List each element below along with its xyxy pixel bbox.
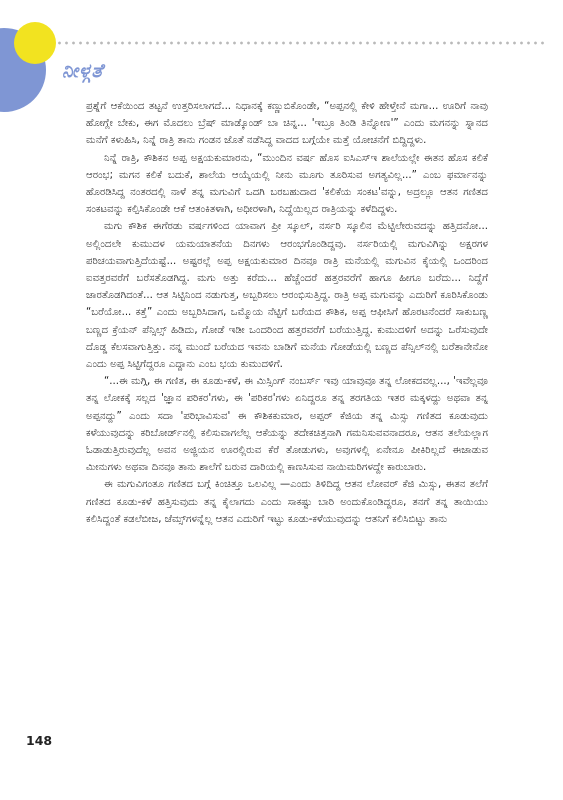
page-number: 148 — [26, 733, 53, 748]
paragraph: ಪ್ರಶ್ನೆಗೆ ಆಕೆಯಿಂದ ತಟ್ಟನೆ ಉತ್ತರಿಸಲಾಗದೆ... ನಿಧಾನಕ್ಕೆ ಕಣ್ಣುಬಿಕೊಂಡೇ, “ಅಪ್ಪನಲ್ಲಿ ಕೇಳಿ ಹೇಳ್ತೇನೆ ಮಗಾ... ಊರಿಗೆ ನಾವು ಹೋಗ್ಲೇ ಬೇಕು, ಈಗ ಮೊದಲು ಬ್ರೆಷ್ ಮಾಡ್ಕೊಂಡ್ ಬಾ ಚಿನ್ನ... 'ಇಬ್ರೂ ತಿಂಡಿ ತಿನ್ನೋಣ'” ಎಂದು ಮಗನನ್ನು ಸ್ನಾನದ ಮನೆಗೆ ಕಳುಹಿಸಿ, ನಿನ್ನೆ ರಾತ್ರಿ ತಾನು ಗಂಡನ ಜೊತೆ ನಡೆಸಿದ್ದ ವಾದದ ಬಗ್ಗೆಯೇ ಮತ್ತೆ ಯೋಚನೆಗೆ ಬಿದ್ದಿದ್ದಳು. — [86, 101, 488, 147]
paragraph: ನಿನ್ನೆ ರಾತ್ರಿ, ಕೌಶಿಕನ ಅಪ್ಪ ಅಕ್ಷಯಕುಮಾರನು, “ಮುಂದಿನ ವರ್ಷ ಹೊಸ ಐಸಿಎಸ್ಇ ಶಾಲೆಯಲ್ಲೇ ಈತನ ಹೊಸ ಕಲಿಕೆ ಆರಂಭ; ಮಗನ ಕಲಿಕೆ ಬದುಕೆ, ಶಾಲೆಯ ಆಯ್ಕೆಯಲ್ಲಿ ನೀನು ಮೂಗು ತೂರಿಸುವ ಅಗತ್ಯವಿಲ್ಲ...” ಎಂಬ ಫರ್ಮಾನನ್ನು ಹೊರಡಿಸಿದ್ದ ನಂತರದಲ್ಲಿ ನಾಳೆ ತನ್ನ ಮಗುವಿಗೆ ಒದಗಿ ಬರಬಹುದಾದ 'ಕಲಿಕೆಯ ಸಂಕಟ'ವನ್ನು, ಅದ್ರಲ್ಲೂ ಆತನ ಗಣಿತದ ಸಂಕಟವನ್ನು ಕಲ್ಪಿಸಿಕೊಂಡೇ ಆಕೆ ಆತಂಕಿತಳಾಗಿ, ಅಧೀರಳಾಗಿ, ನಿದ್ದೆಯಿಲ್ಲದ ರಾತ್ರಿಯನ್ನು ಕಳೆದಿದ್ದಳು. — [86, 152, 488, 216]
paragraph: ಈ ಮಗುವಿಗಂತೂ ಗಣಿತದ ಬಗ್ಗೆ ಕಿಂಚಿತ್ತೂ ಒಲವಿಲ್ಲ —ಎಂದು ತಿಳಿದಿದ್ದ ಆತನ ಲೋವರ್ ಕೆಜಿ ಮಿಸ್ಸು, ಈತನ ತಲೆಗೆ ಗಣಿತದ ಕೂಡು-ಕಳೆ ಹತ್ತಿಸುವುದು ತನ್ನ ಕೈಲಾಗದು ಎಂದು ಸಾಕಷ್ಟು ಬಾರಿ ಅಂದುಕೊಂಡಿದ್ದರೂ, ತನಗೆ ತನ್ನ ತಾಯಿಯು ಕಲಿಸಿದ್ದಂತೆ ಕಡಲೆಬೀಜ, ಜೆಮ್ಸ್‌ಗಳನ್ನೆಲ್ಲ ಆತನ ಎದುರಿಗೆ ಇಟ್ಟು ಕೂಡು-ಕಳೆಯುವುದನ್ನು ಆತನಿಗೆ ಕಲಿಸಿಬಿಟ್ಟು ತಾನು — [86, 479, 488, 525]
decorative-yellow-circle — [14, 22, 56, 64]
dotted-header-rule — [56, 41, 546, 45]
paragraph: ಮಗು ಕೌಶಿಕ ಈಗೆರಡು ವರ್ಷಗಳಿಂದ ಯಾವಾಗ ಪ್ರೀ ಸ್ಕೂಲ್, ನರ್ಸರಿ ಸ್ಕೂಲಿನ ಮೆಟ್ಟಿಲೇರುವದನ್ನು ಹತ್ತಿದನೋ... ಅಲ್ಲಿಂದಲೇ ಕುಮುದಳ ಯಮಯಾತನೆಯ ದಿನಗಳು ಆರಂಭಗೊಂಡಿದ್ದವು. ನರ್ಸರಿಯಲ್ಲಿ ಮಗುವಿಗಿನ್ನು ಅಕ್ಷರಗಳ ಪರಿಚಯವಾಗುತ್ತಿದೆಯಷ್ಟೆ... ಅಷ್ಟರಲ್ಲೆ ಅಪ್ಪ ಅಕ್ಷಯಕುಮಾರ ದಿನವೂ ರಾತ್ರಿ ಮನೆಯಲ್ಲಿ ಮಗುವಿನ ಕೈಯಲ್ಲಿ ಒಂದರಿಂದ ಐವತ್ತರವರೆಗೆ ಬರೆಸತೊಡಗಿದ್ದ. ಮಗು ಅತ್ತು ಕರೆದು... ಹೆಚ್ಚೆಂದರೆ ಹತ್ತರವರೆಗೆ ಹಾಗೂ ಹೀಗೂ ಬರೆದು... ನಿದ್ದೆಗೆ ಜಾರತೊಡಗಿದಂತೆ... ಆತ ಸಿಟ್ಟಿನಿಂದ ನಡುಗುತ್ತ, ಅಬ್ಬರಿಸಲು ಆರಂಭಿಸುತ್ತಿದ್ದ. ರಾತ್ರಿ ಅಪ್ಪ ಮಗುವನ್ನು ಎದುರಿಗೆ ಕೂರಿಸಿಕೊಂಡು “ಬರೆಯೋ... ಕತ್ತೆ” ಎಂದು ಅಬ್ಬರಿಸಿದಾಗ, ಒಮ್ಮೊಯ ನೆಟ್ಟಿಗೆ ಬರೆಯದ ಕೌಶಿಕ, ಅಪ್ಪ ಆಫೀಸಿಗೆ ಹೊರಟನೆಂದರೆ ಸಾಕುಬಣ್ಣ ಬಣ್ಣದ ಕ್ರೆಯನ್ ಪೆನ್ಸಿಲ್ಸ್ ಹಿಡಿದು, ಗೋಡೆ ಇಡೀ ಒಂದರಿಂದ ಹತ್ತರವರೆಗೆ ಬರೆಯುತ್ತಿದ್ದ. ಕುಮುದಳಿಗೆ ಅದನ್ನು ಒರೆಸುವುದೇ ದೊಡ್ಡ ಕೆಲಸವಾಗುತ್ತಿತ್ತು. ನನ್ನ ಮುಂದೆ ಬರೆಯದ ಇವನು ಬಾಡಿಗೆ ಮನೆಯ ಗೋಡೆಯಲ್ಲಿ ಬಣ್ಣದ ಪೆನ್ಸಿಲ್‌ನಲ್ಲಿ ಬರೆತಾನೇನೋ ಎಂದು ಅಪ್ಪ ಸಿಟ್ಟಿಗೆದ್ದರೂ ಎದ್ದಾನು ಎಂಬ ಭಯ ಕುಮುದಳಿಗೆ. — [86, 221, 488, 371]
paragraph: “...ಈ ಮಗ್ಗಿ, ಈ ಗಣಿತ, ಈ ಕೂಡು-ಕಳೆ, ಈ ಮಿಸ್ಸಿಂಗ್ ನಂಬರ್ಸ್ ಇವು ಯಾವುವೂ ತನ್ನ ಲೋಕದವಲ್ಲ..., 'ಇವೆಲ್ಲವೂ ತನ್ನ ಲೋಕಕ್ಕೆ ಸಲ್ಲದ 'ಜ್ಞಾನ ಪರಿಕರ'ಗಳು, ಈ 'ಪರಿಕರ'ಗಳು ಏನಿದ್ದರೂ ತನ್ನ ತರಗತಿಯ ಇತರ ಮಕ್ಕಳದ್ದು ಅಥವಾ ತನ್ನ ಅಪ್ಪನದ್ದು” ಎಂದು ಸದಾ 'ಪರಿಭಾವಿಸುವ' ಈ ಕೌಶಿಕಕುಮಾರ, ಅಪ್ಪರ್ ಕೆಜಿಯ ತನ್ನ ಮಿಸ್ಸು ಗಣಿತದ ಕೂಡುವುದು ಕಳೆಯುವುದನ್ನು ಕರಿಬೋರ್ಡ್‌ನಲ್ಲಿ ಕಲಿಸುವಾಗಲೆಲ್ಲ ಆಕೆಯನ್ನು ತದೇಕಚಿತ್ತನಾಗಿ ಗಮನಿಸುವವನಾದರೂ, ಆತನ ತಲೆಯಲ್ಲಾಗ ಓಡಾಡುತ್ತಿರುವುದೆಲ್ಲ ಅವನ ಅಜ್ಜಿಯನ ಊರಲ್ಲಿರುವ ಕೆರೆ ತೋಡುಗಳು, ಅವುಗಳಲ್ಲಿ ಏನೇನೂ ಪೀಕಿರಿಲ್ಲದೆ ಈಜಾಡುವ ಮೀನುಗಳು ಅಥವಾ ದಿನವೂ ತಾನು ಶಾಲೆಗೆ ಬರುವ ದಾರಿಯಲ್ಲಿ ಕಾಣಸಿಸುವ ನಾಯಿಮರಿಗಳದ್ದೇ ಕಾರುಬಾರು. — [86, 376, 488, 474]
section-title: ನೀಳ್ಗತೆ — [62, 60, 104, 82]
article-body — [86, 98, 488, 528]
